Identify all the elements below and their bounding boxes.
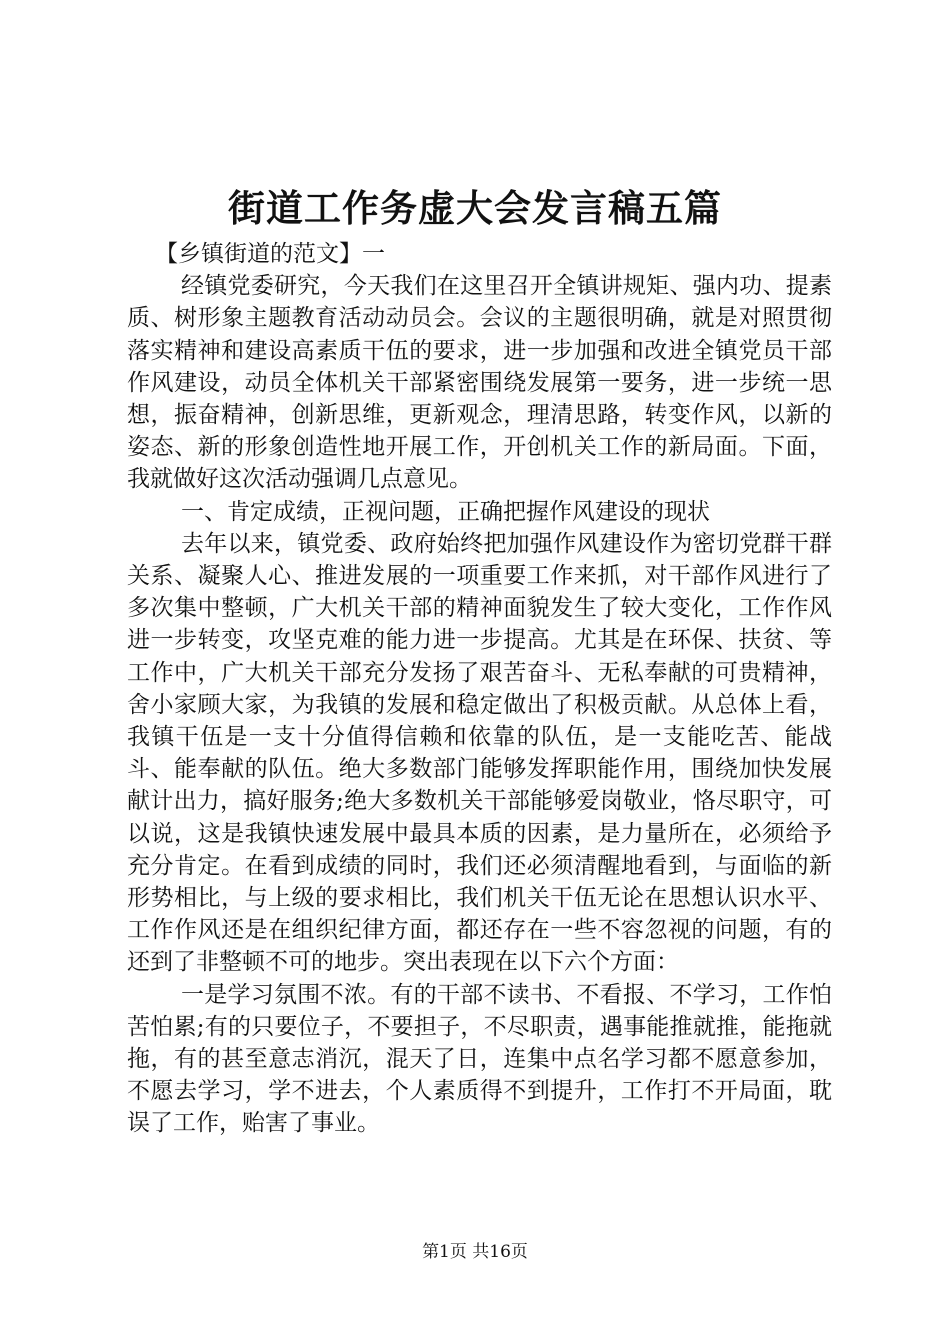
section-heading: 一、肯定成绩，正视问题，正确把握作风建设的现状 [181,498,710,525]
document-body [127,238,832,1140]
body-paragraph: 去年以来，镇党委、政府始终把加强作风建设作为密切党群干群关系、凝聚人心、推进发展的一项重要工作来抓，对干部作风进行了多次集中整顿，广大机关干部的精神面貌发生了较大变化，工作作风进一步转变，攻坚克难的能力进一步提高。尤其是在环保、扶贫、等工作中，广大机关干部充分发扬了艰苦奋斗、无私奉献的可贵精神，舍小家顾大家，为我镇的发展和稳定做出了积极贡献。从总体上看，我镇干伍是一支十分值得信赖和依靠的队伍，是一支能吃苦、能战斗、能奉献的队伍。绝大多数部门能够发挥职能作用，围绕加快发展献计出力，搞好服务;绝大多数机关干部能够爱岗敬业，恪尽职守，可以说，这是我镇快速发展中最具本质的因素，是力量所在，必须给予充分肯定。在看到成绩的同时，我们还必须清醒地看到，与面临的新形势相比，与上级的要求相比，我们机关干伍无论在思想认识水平、工作作风还是在组织纪律方面，都还存在一些不容忽视的问题，有的还到了非整顿不可的地步。突出表现在以下六个方面： [127,530,832,976]
body-paragraph: 经镇党委研究，今天我们在这里召开全镇讲规矩、强内功、提素质、树形象主题教育活动动员会。会议的主题很明确，就是对照贯彻落实精神和建设高素质干伍的要求，进一步加强和改进全镇党员干部作风建设，动员全体机关干部紧密围绕发展第一要务，进一步统一思想，振奋精神，创新思维，更新观念，理清思路，转变作风，以新的姿态、新的形象创造性地开展工作，开创机关工作的新局面。下面，我就做好这次活动强调几点意见。 [127,273,832,493]
section-heading: 【乡镇街道的范文】一 [155,241,385,267]
body-paragraph: 一是学习氛围不浓。有的干部不读书、不看报、不学习，工作怕苦怕累;有的只要位子，不要担子，不尽职责，遇事能推就推，能拖就拖，有的甚至意志消沉，混天了日，连集中点名学习都不愿意参加，不愿去学习，学不进去，个人素质得不到提升，工作打不开局面，耽误了工作，贻害了事业。 [127,981,832,1137]
page-number-footer: 第1页 共16页 [422,1242,528,1262]
document-title: 街道工作务虚大会发言稿五篇 [228,186,722,230]
